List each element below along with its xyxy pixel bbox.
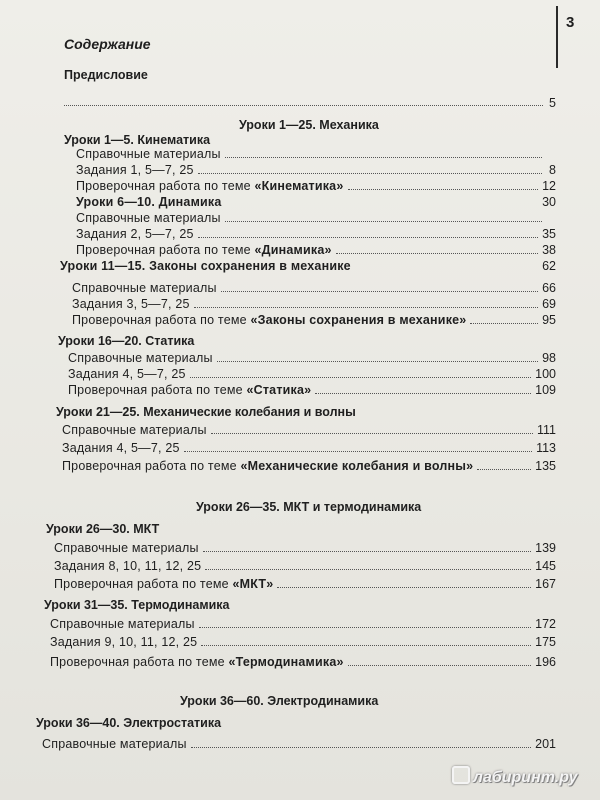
section-title: Уроки 36—40. Электростатика [36, 716, 222, 730]
dot-leader [211, 433, 533, 434]
dot-leader [184, 451, 532, 452]
toc-row-prefix: Проверочная работа по теме [68, 383, 247, 397]
dot-leader [348, 189, 539, 190]
toc-row-page: 12 [542, 179, 556, 193]
toc-row-page: 109 [535, 383, 556, 397]
toc-row-label: Справочные материалы [68, 351, 213, 365]
section-title: Уроки 21—25. Механические колебания и волны [56, 405, 356, 419]
toc-row-page: 69 [542, 297, 556, 311]
part-title: Уроки 1—25. Механика [239, 118, 379, 132]
toc-row-topic: «Законы сохранения в механике» [250, 313, 467, 327]
toc-row [72, 310, 556, 328]
toc-row-page: 38 [542, 243, 556, 257]
dot-leader [205, 569, 531, 570]
toc-row-label: Задания 4, 5—7, 25 [62, 441, 180, 455]
section-title: Уроки 16—20. Статика [58, 334, 195, 348]
dot-leader [221, 291, 538, 292]
dot-leader [225, 157, 542, 158]
toc-row-page: 135 [535, 459, 556, 473]
dot-leader [348, 665, 532, 666]
dot-leader [198, 237, 538, 238]
toc-row-topic: «Статика» [246, 383, 312, 397]
page-number: 3 [566, 14, 575, 31]
toc-row-prefix: Проверочная работа по теме [76, 243, 255, 257]
toc-row [54, 574, 556, 592]
toc-row-page: 175 [535, 635, 556, 649]
dot-leader [477, 469, 531, 470]
toc-row-page: 66 [542, 281, 556, 295]
toc-row [42, 734, 556, 752]
toc-row-label: Задания 9, 10, 11, 12, 25 [50, 635, 198, 649]
dot-leader [277, 587, 531, 588]
toc-row [50, 614, 556, 632]
toc-row [60, 256, 556, 274]
toc-row-topic: «МКТ» [232, 577, 274, 591]
toc-row-label: Справочные материалы [76, 147, 221, 161]
toc-row-page: 139 [535, 541, 556, 555]
toc-row-label [54, 576, 273, 592]
toc-row-label [50, 654, 344, 670]
toc-title: Содержание [64, 36, 151, 52]
toc-row [50, 652, 556, 670]
toc-row-label: Справочные материалы [54, 541, 199, 555]
dot-leader [190, 377, 532, 378]
dot-leader [217, 361, 538, 362]
toc-row-page: 95 [542, 313, 556, 327]
section-title: Уроки 1—5. Кинематика [64, 133, 211, 147]
toc-row-label: Задания 2, 5—7, 25 [76, 227, 194, 241]
labirint-logo-icon [452, 766, 470, 784]
dot-leader [315, 393, 531, 394]
dot-leader [470, 323, 538, 324]
section-title: Уроки 6—10. Динамика [76, 195, 222, 209]
preface-row [64, 92, 556, 110]
dot-leader [64, 105, 543, 106]
part-title: Уроки 26—35. МКТ и термодинамика [196, 500, 422, 514]
toc-row-label: Справочные материалы [42, 737, 187, 751]
toc-row-label [68, 382, 311, 398]
toc-row-topic: «Кинематика» [254, 179, 344, 193]
dot-leader [191, 747, 531, 748]
toc-row-page: 35 [542, 227, 556, 241]
dot-leader [199, 627, 531, 628]
toc-row-prefix: Проверочная работа по теме [54, 577, 233, 591]
toc-row-page: 62 [542, 259, 556, 273]
section-title: Уроки 11—15. Законы сохранения в механике [60, 259, 351, 273]
toc-row-prefix: Проверочная работа по теме [50, 655, 229, 669]
page-number-rule [556, 6, 558, 68]
preface-label: Предисловие [64, 68, 148, 82]
toc-row-page: 167 [535, 577, 556, 591]
dot-leader [225, 221, 542, 222]
dot-leader [201, 645, 531, 646]
part-title: Уроки 36—60. Электродинамика [180, 694, 379, 708]
toc-row [68, 380, 556, 398]
dot-leader [194, 307, 538, 308]
toc-row-label: Справочные материалы [76, 211, 221, 225]
toc-row-prefix: Проверочная работа по теме [62, 459, 241, 473]
toc-row-label: Задания 1, 5—7, 25 [76, 163, 194, 177]
toc-row-page: 98 [542, 351, 556, 365]
section-title: Уроки 26—30. МКТ [46, 522, 160, 536]
toc-row-label: Задания 8, 10, 11, 12, 25 [54, 559, 202, 573]
toc-row-prefix: Проверочная работа по теме [76, 179, 255, 193]
toc-row-label: Справочные материалы [50, 617, 195, 631]
toc-row [62, 456, 556, 474]
toc-row-page: 8 [549, 163, 556, 177]
toc-row-label [72, 312, 466, 328]
toc-row-page: 145 [535, 559, 556, 573]
toc-row-page: 201 [535, 737, 556, 751]
toc-row-topic: «Динамика» [254, 243, 332, 257]
toc-row [62, 438, 556, 456]
watermark-text: лабиринт.ру [473, 769, 578, 786]
toc-row [54, 556, 556, 574]
section-title: Уроки 31—35. Термодинамика [44, 598, 230, 612]
toc-row-label: Задания 3, 5—7, 25 [72, 297, 190, 311]
toc-row-page: 113 [536, 441, 556, 455]
toc-row [50, 632, 556, 650]
dot-leader [336, 253, 538, 254]
labirint-watermark [452, 766, 577, 787]
toc-row-page: 100 [535, 367, 556, 381]
toc-row-label: Справочные материалы [72, 281, 217, 295]
toc-row [62, 420, 556, 438]
preface-page: 5 [549, 96, 556, 110]
toc-row-page: 196 [535, 655, 556, 669]
toc-row-page: 172 [535, 617, 556, 631]
toc-row-label: Задания 4, 5—7, 25 [68, 367, 186, 381]
toc-row-page: 30 [542, 195, 556, 209]
dot-leader [198, 173, 542, 174]
toc-row [54, 538, 556, 556]
dot-leader [203, 551, 531, 552]
toc-row-prefix: Проверочная работа по теме [72, 313, 251, 327]
toc-row-topic: «Механические колебания и волны» [240, 459, 474, 473]
toc-row-label [62, 458, 473, 474]
toc-row-topic: «Термодинамика» [228, 655, 344, 669]
toc-row-label: Справочные материалы [62, 423, 207, 437]
toc-row-page: 111 [536, 423, 556, 437]
